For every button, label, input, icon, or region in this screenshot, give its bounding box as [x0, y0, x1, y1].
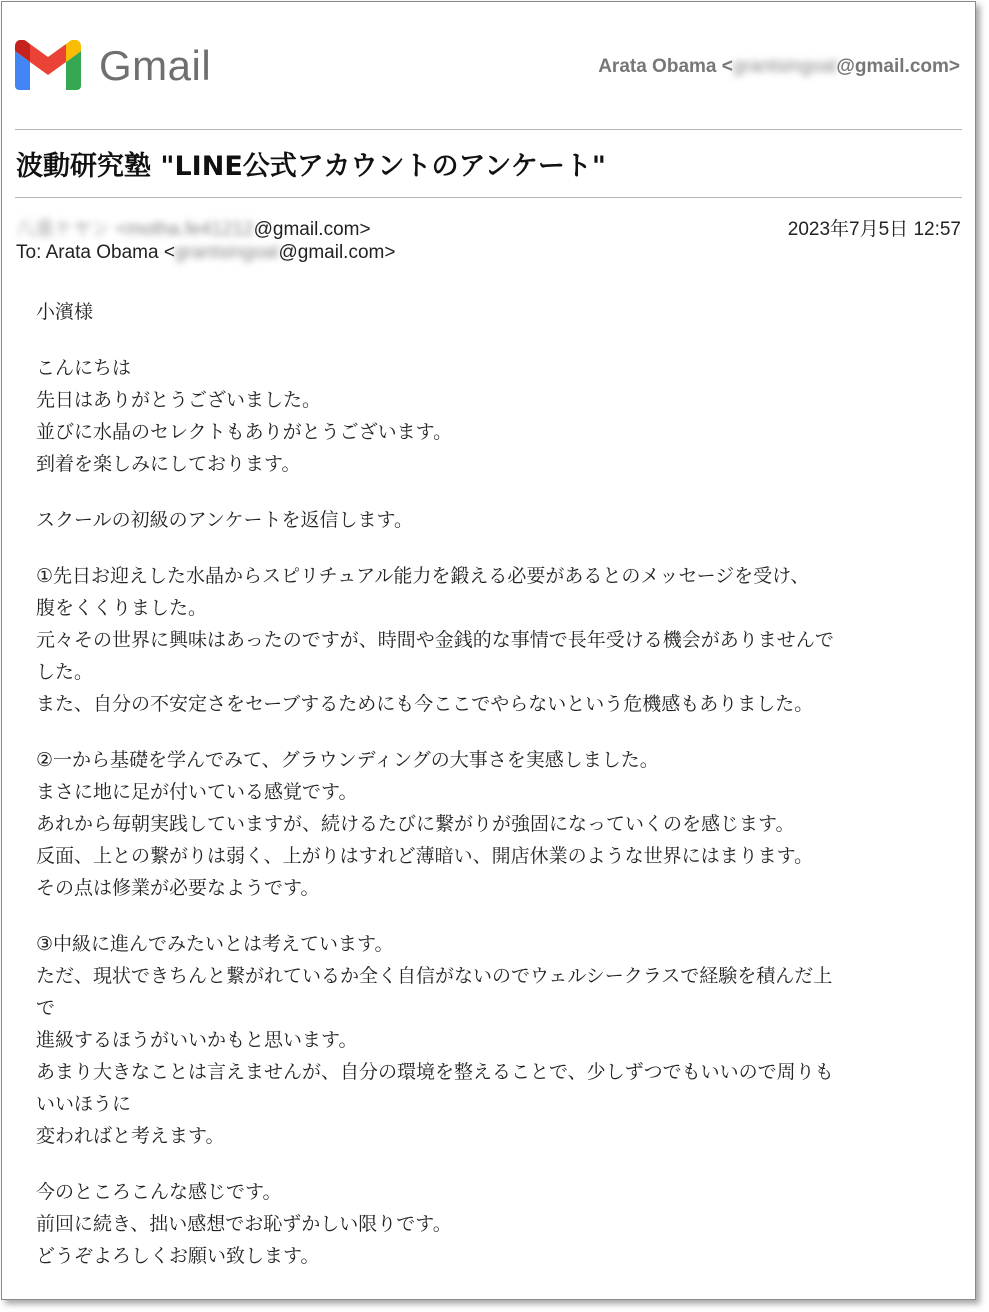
email-subject: 波動研究塾 "LINE公式アカウントのアンケート" [16, 151, 606, 182]
body-line: あれから毎朝実践していますが、続けるたびに繋がりが強固になっていくのを感じます。 [36, 813, 795, 835]
recipient-row [16, 242, 961, 264]
gmail-wordmark: Gmail [99, 42, 212, 89]
body-line: 先日はありがとうございました。 [36, 389, 322, 411]
intro-paragraph [36, 352, 946, 480]
body-line: その点は修業が必要なようです。 [36, 877, 320, 899]
body-line: ①先日お迎えした水晶からスピリチュアル能力を鍛える必要があるとのメッセージを受け、 [36, 565, 810, 587]
body-line: スクールの初級のアンケートを返信します。 [36, 509, 413, 531]
sender-email-redacted: <motha.fe41212 [115, 219, 254, 240]
answer-1-paragraph [36, 560, 946, 720]
greeting-paragraph [36, 296, 946, 328]
gmail-logo [15, 40, 225, 92]
recipient-prefix: To: Arata Obama < [16, 242, 175, 263]
body-line: 進級するほうがいいかもと思います。 [36, 1029, 358, 1051]
closing-paragraph [36, 1176, 946, 1272]
print-header [2, 2, 975, 130]
recipient-email-domain: @gmail.com> [278, 242, 396, 263]
email-body [36, 296, 946, 1296]
body-line: 小濱様 [36, 301, 94, 323]
body-line: 元々その世界に興味はあったのですが、時間や金銭的な事情で長年受ける機会がありませんで [36, 629, 834, 651]
sender-email-domain: @gmail.com> [253, 219, 371, 240]
body-line: 前回に続き、拙い感想でお恥ずかしい限りです。 [36, 1213, 452, 1235]
body-line: 変わればと考えます。 [36, 1125, 225, 1147]
answer-2-paragraph [36, 744, 946, 904]
account-name: Arata Obama [598, 56, 717, 77]
header-divider [15, 129, 962, 130]
sender-row [16, 214, 961, 241]
reply-intro-paragraph [36, 504, 946, 536]
body-line: 腹をくくりました。 [36, 597, 208, 619]
recipient-email-redacted: grantsingoal [174, 242, 279, 263]
sender-name-redacted: 八重ケヤン [16, 219, 111, 240]
sent-date: 2023年7月5日 12:57 [787, 219, 961, 240]
body-line: ②一から基礎を学んでみて、グラウンディングの大事さを実感しました。 [36, 749, 659, 771]
body-line: また、自分の不安定さをセーブするためにも今ここでやらないという危機感もありました。 [36, 693, 814, 715]
account-email-domain: @gmail.com> [836, 56, 960, 77]
body-line: まさに地に足が付いている感覚です。 [36, 781, 358, 803]
body-line: あまり大きなことは言えませんが、自分の環境を整えることで、少しずつでもいいので周りも [36, 1061, 834, 1083]
answer-3-paragraph [36, 928, 946, 1152]
subject-divider [15, 197, 962, 198]
email-print-page [1, 1, 976, 1300]
gmail-m-icon [15, 40, 81, 90]
body-line: 到着を楽しみにしております。 [36, 453, 301, 475]
body-line: ③中級に進んでみたいとは考えています。 [36, 933, 394, 955]
account-email-redacted: grantsingoal [732, 56, 837, 77]
body-line: こんにちは [36, 357, 132, 379]
body-line: 反面、上との繋がりは弱く、上がりはすれど薄暗い、開店休業のような世界にはまります。 [36, 845, 814, 867]
body-line: ただ、現状できちんと繋がれているか全く自信がないのでウェルシークラスで経験を積んだ上 [36, 965, 833, 987]
body-line: いいほうに [36, 1093, 132, 1115]
body-line: した。 [36, 661, 94, 683]
account-label: Arata Obama <grantsingoal@gmail.com> [598, 56, 960, 77]
body-line: 今のところこんな感じです。 [36, 1181, 282, 1203]
body-line: どうぞよろしくお願い致します。 [36, 1245, 320, 1267]
body-line: で [36, 997, 56, 1019]
body-line: 並びに水晶のセレクトもありがとうございます。 [36, 421, 453, 443]
